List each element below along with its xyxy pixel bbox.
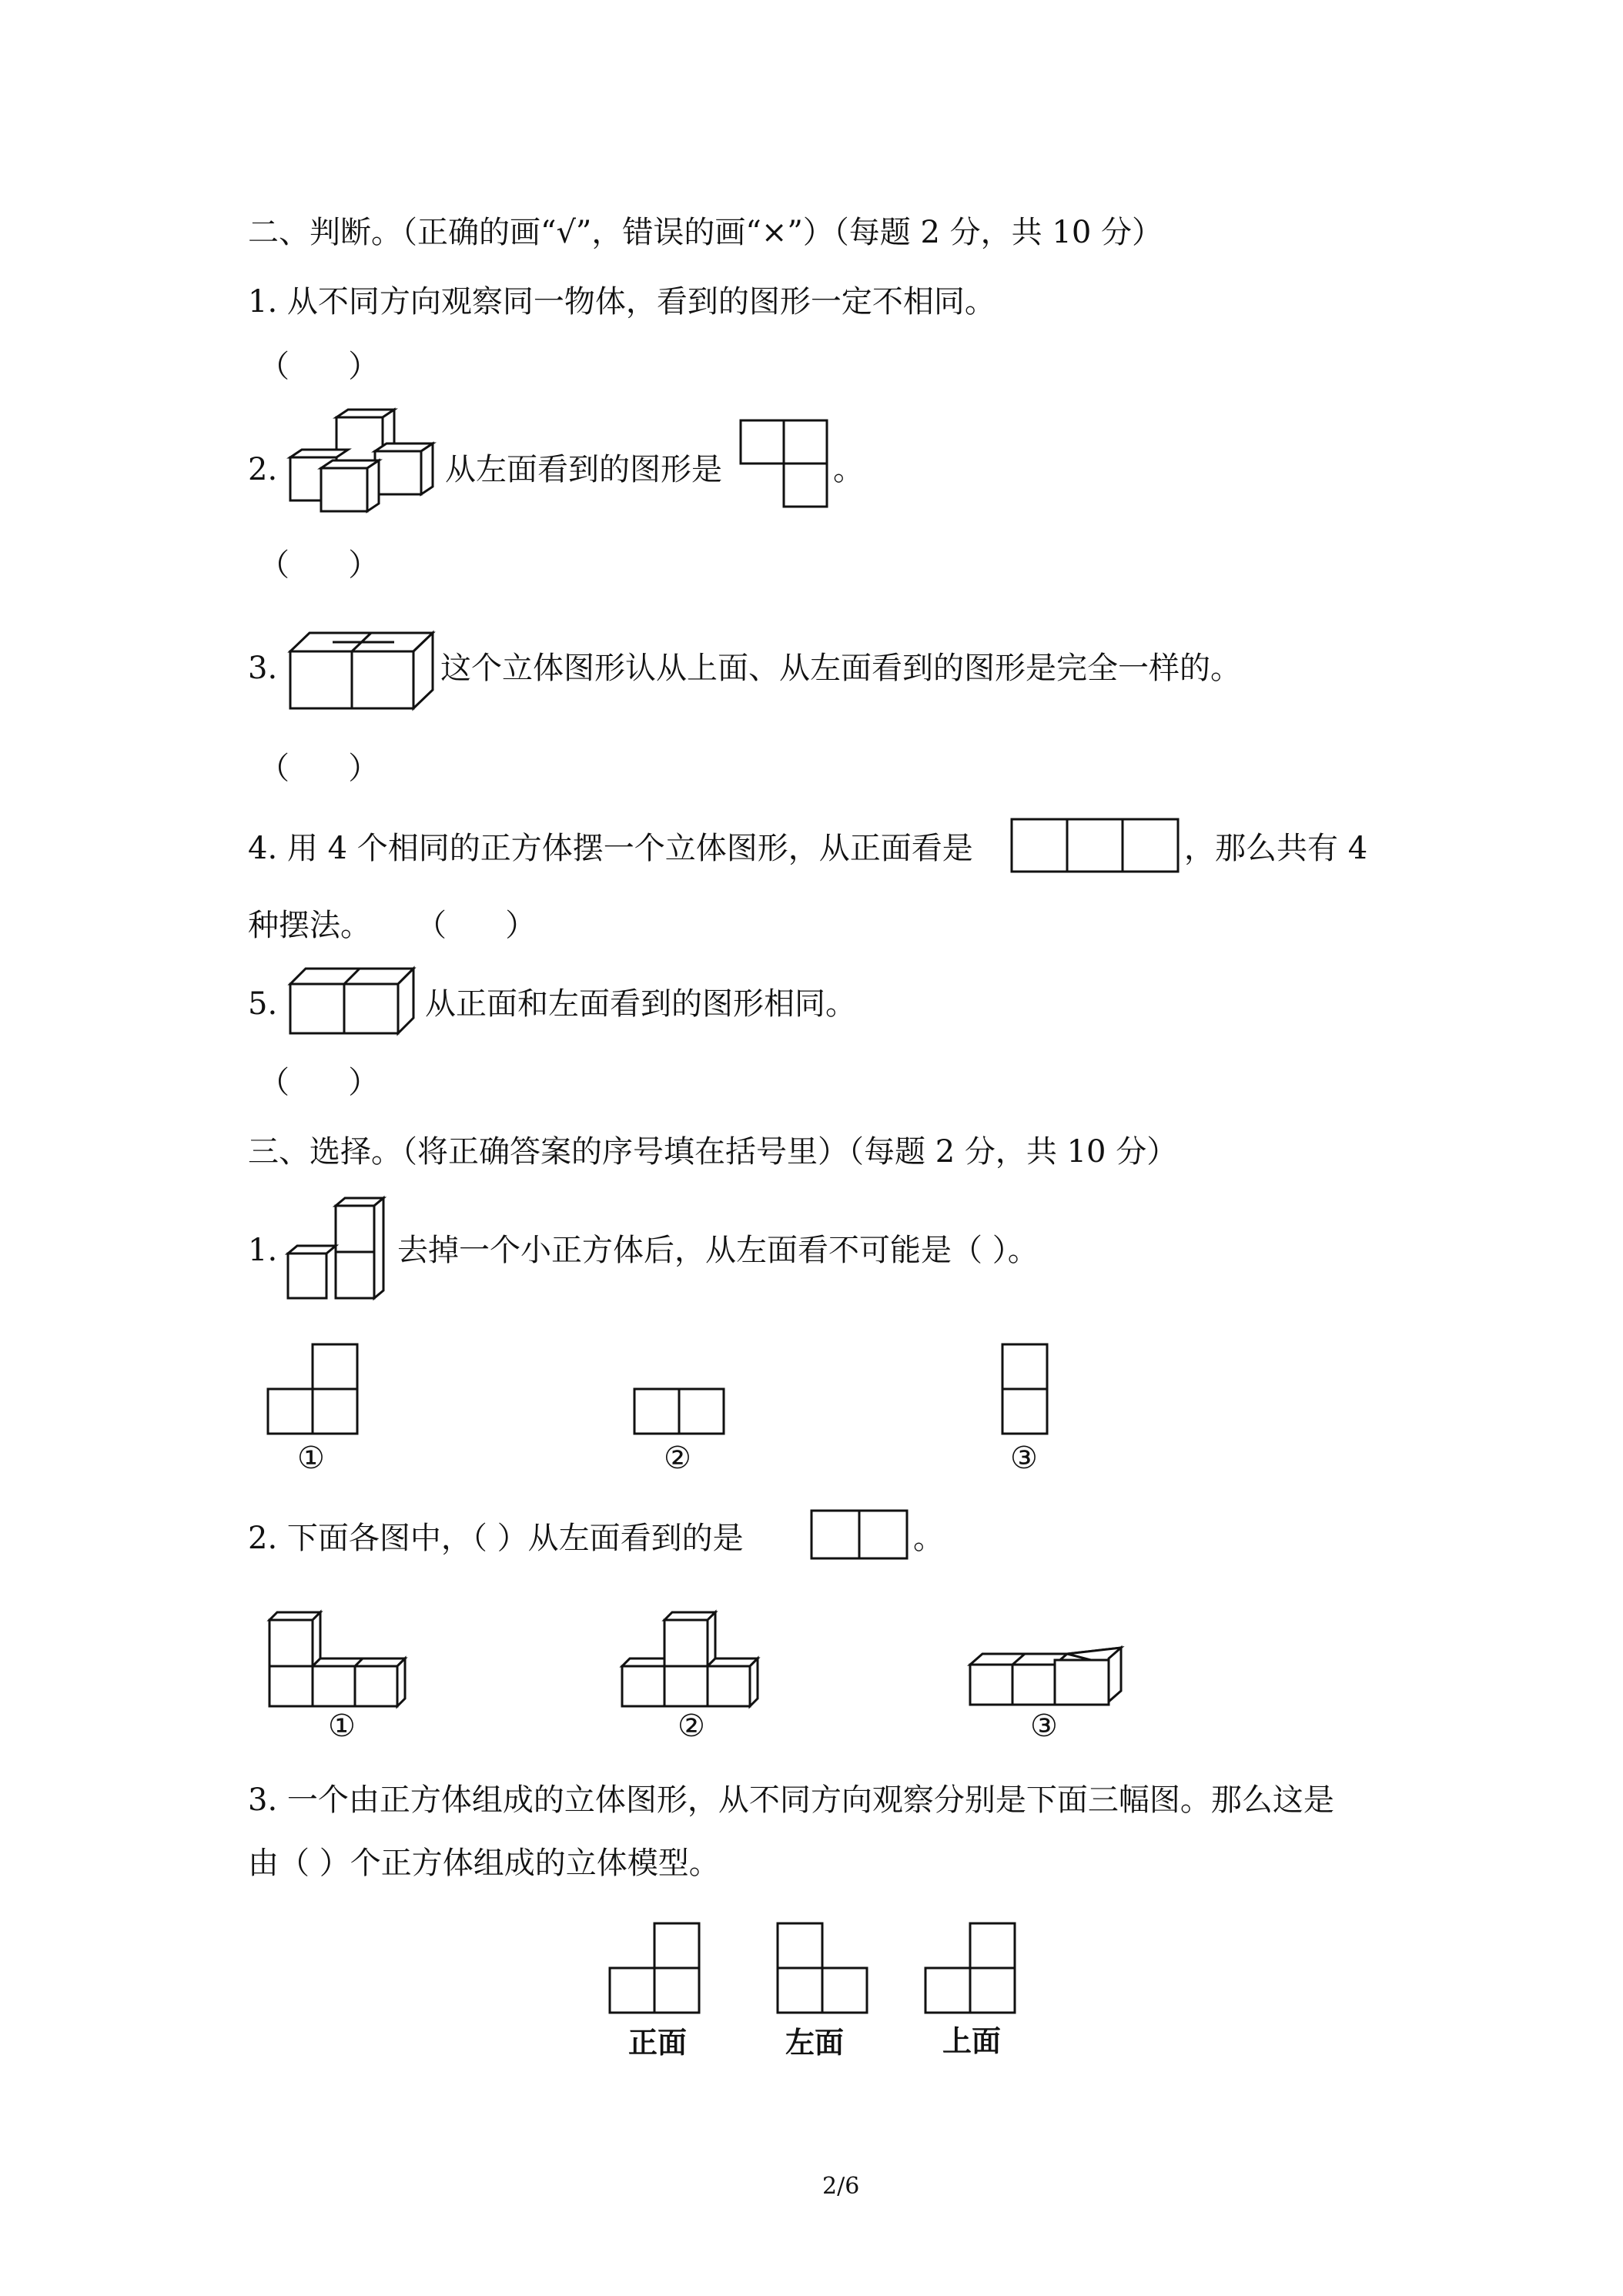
s3-q1-option2-figure	[633, 1387, 727, 1437]
s3-q3-top-view-label: 上面	[942, 2024, 1002, 2058]
s3-q1-option1-figure	[266, 1343, 360, 1437]
s2-q2-view-figure	[739, 419, 832, 511]
s2-q2-number: 2.	[248, 452, 278, 487]
s3-q2-end: 。	[913, 1521, 944, 1556]
s2-q5-cube-figure	[288, 964, 427, 1038]
s3-q1-option3-figure	[1001, 1343, 1050, 1437]
s3-q3-front-view-figure	[608, 1922, 704, 2016]
s3-q1-option1-label[interactable]: ①	[297, 1441, 325, 1476]
s2-q1-text: 1. 从不同方向观察同一物体，看到的图形一定不相同。	[248, 284, 996, 320]
s3-q3-line2: 由（ ）个正方体组成的立体模型。	[248, 1846, 720, 1881]
s2-q5-text: 从正面和左面看到的图形相同。	[425, 986, 856, 1022]
s3-q2-option3-figure	[967, 1645, 1129, 1711]
s3-q2-text: 2. 下面各图中，（ ）从左面看到的是	[248, 1521, 744, 1556]
s3-q2-option2-label[interactable]: ②	[678, 1709, 705, 1744]
s3-q2-view-figure	[810, 1509, 910, 1563]
s3-q1-text: 去掉一个小正方体后，从左面看不可能是（ ）。	[397, 1233, 1039, 1268]
s3-q3-top-view-figure	[924, 1922, 1019, 2016]
s3-q3-left-view-label: 左面	[785, 2026, 845, 2060]
s3-q2-option3-label[interactable]: ③	[1030, 1709, 1058, 1744]
s3-q3-line1: 3. 一个由正方体组成的立体图形，从不同方向观察分别是下面三幅图。那么这是	[248, 1782, 1334, 1818]
s2-q3-answer-blank[interactable]: （ ）	[259, 751, 380, 786]
s2-q2-answer-blank[interactable]: （ ）	[259, 547, 380, 583]
s2-q3-text: 这个立体图形认从上面、从左面看到的图形是完全一样的。	[440, 651, 1241, 686]
s3-q2-option2-figure	[619, 1609, 765, 1711]
s3-q3-front-view-label: 正面	[628, 2026, 688, 2060]
s2-q4-end: ，那么共有 4	[1184, 831, 1368, 866]
s3-q1-option3-label[interactable]: ③	[1010, 1441, 1038, 1476]
s2-q2-end: 。	[833, 452, 864, 487]
s2-q3-number: 3.	[248, 651, 278, 686]
s2-q2-text: 从左面看到的图形是	[445, 452, 722, 487]
s3-q2-option1-label[interactable]: ①	[328, 1709, 356, 1744]
s3-q3-left-view-figure	[776, 1922, 872, 2016]
page-number: 2/6	[822, 2173, 860, 2200]
section3-title: 三、选择。（将正确答案的序号填在括号里）（每题 2 分，共 10 分）	[248, 1134, 1178, 1170]
s2-q2-cube-figure	[285, 408, 443, 520]
s2-q4-line2: 种摆法。	[248, 908, 371, 943]
s3-q1-cube-figure	[283, 1197, 399, 1304]
s2-q4-front-view-figure	[1010, 818, 1183, 875]
section2-title: 二、判断。（正确的画“√”，错误的画“×”）（每题 2 分，共 10 分）	[248, 215, 1163, 250]
s2-q4-text: 4. 用 4 个相同的正方体摆一个立体图形，从正面看是	[248, 831, 973, 866]
s2-q5-answer-blank[interactable]: （ ）	[259, 1065, 380, 1100]
s2-q4-answer-blank[interactable]: （ ）	[416, 908, 537, 943]
s3-q2-option1-figure	[266, 1609, 413, 1711]
s2-q5-number: 5.	[248, 986, 278, 1022]
s3-q1-number: 1.	[248, 1233, 278, 1268]
s2-q3-cube-figure	[288, 628, 442, 713]
s2-q1-answer-blank[interactable]: （ ）	[259, 349, 380, 384]
s3-q1-option2-label[interactable]: ②	[664, 1441, 691, 1476]
